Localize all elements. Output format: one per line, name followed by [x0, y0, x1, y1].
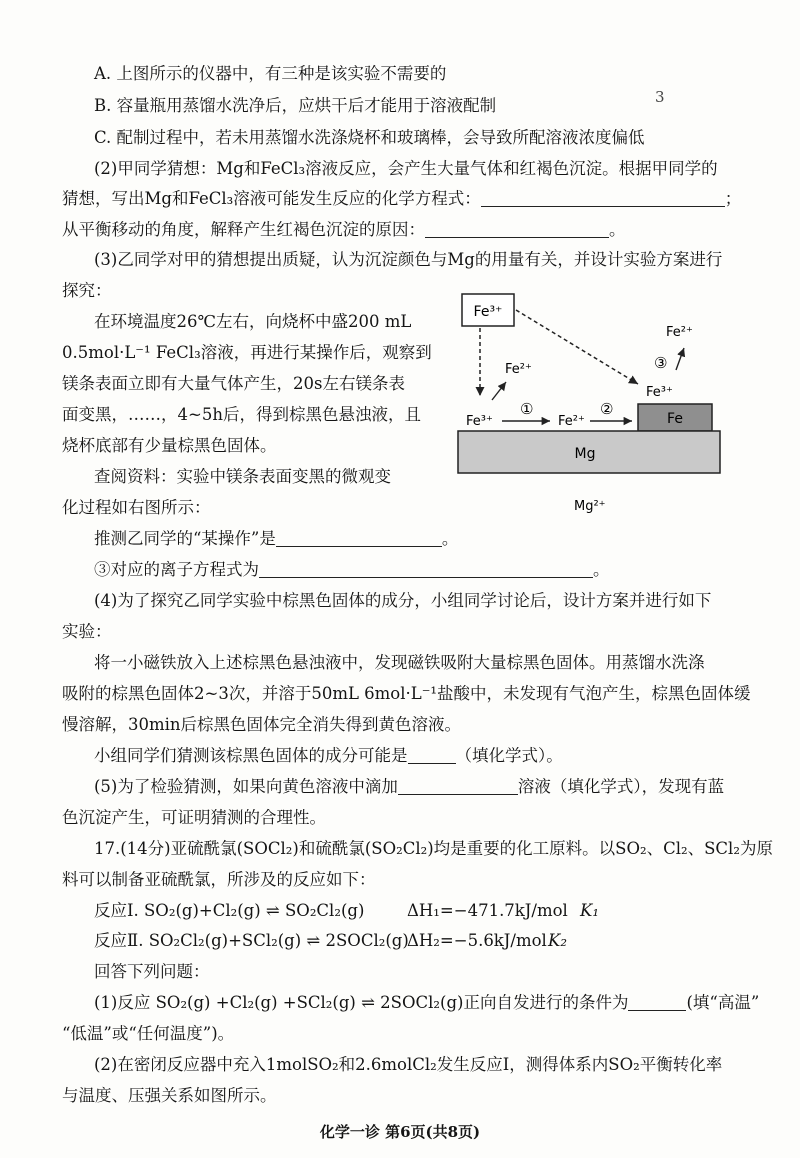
q2-line2 — [62, 187, 741, 211]
q5-line1-end: 溶液（填化学式），发现有蓝 — [517, 777, 725, 796]
q4-line6-text: 小组同学们猜测该棕黑色固体的成分可能是 — [94, 746, 408, 765]
q3-line10-text: 推测乙同学的“某操作”是 — [94, 529, 276, 548]
page-footer: 化学一诊 第6页(共8页) — [319, 1123, 481, 1141]
answer-blank-equation[interactable] — [481, 188, 725, 207]
q4-line6-end: （填化学式）。 — [455, 746, 563, 765]
q17-line4-text: (1)反应 SO₂(g) +Cl₂(g) +SCl₂(g) ⇌ 2SOCl₂(g)正向自发进行的条件为 — [94, 993, 629, 1012]
q3-line6: 面变黑，……，4~5h后，得到棕黑色悬浊液，且 — [62, 405, 421, 424]
q17-line4-end: (填“高温” — [686, 993, 760, 1012]
q17-line6: (2)在密闭反应器中充入1molSO₂和2.6molCl₂发生反应Ⅰ，测得体系内SO₂平衡转化率 — [94, 1055, 723, 1074]
fe2-mid-label: Fe²⁺ — [558, 414, 585, 429]
q3-line7: 烧杯底部有少量棕黑色固体。 — [62, 436, 277, 455]
q3-line11 — [94, 558, 610, 582]
fe3-bottom-label: Fe³⁺ — [466, 414, 493, 429]
fe2-top-label: Fe²⁺ — [666, 325, 693, 340]
q3-line11-end: 。 — [593, 560, 610, 579]
fe-block-label: Fe — [667, 411, 683, 427]
arrow-step3 — [676, 348, 684, 370]
reaction-2: 反应Ⅱ. SO₂Cl₂(g)+SCl₂(g) ⇌ 2SOCl₂(g) — [94, 931, 409, 950]
reaction-2-k: K₂ — [548, 931, 567, 950]
q3-line1: (3)乙同学对甲的猜想提出质疑，认为沉淀颜色与Mg的用量有关，并设计实验方案进行 — [94, 250, 723, 269]
reaction-1-k: K₁ — [580, 901, 599, 920]
q3-line4: 0.5mol·L⁻¹ FeCl₃溶液，再进行某操作后，观察到 — [62, 343, 432, 362]
q2-line3 — [62, 218, 626, 242]
q5-line2: 色沉淀产生，可证明猜测的合理性。 — [62, 808, 326, 827]
step2-label: ② — [600, 400, 614, 418]
q4-line6 — [94, 744, 563, 768]
q2-line1: (2)甲同学猜想：Mg和FeCl₃溶液反应，会产生大量气体和红褐色沉淀。根据甲同学的 — [94, 159, 718, 178]
fe2-left-label: Fe²⁺ — [505, 362, 532, 377]
answer-blank-formula[interactable] — [408, 745, 456, 764]
answer-blank-operation[interactable] — [276, 528, 442, 547]
q3-line8: 查阅资料：实验中镁条表面变黑的微观变 — [94, 467, 391, 486]
fe3-right-label: Fe³⁺ — [646, 385, 673, 400]
q4-line2: 实验： — [62, 622, 112, 641]
q4-line5: 慢溶解，30min后棕黑色固体完全消失得到黄色溶液。 — [62, 715, 462, 734]
step3-label: ③ — [654, 354, 668, 372]
q2-line3-text: 从平衡移动的角度，解释产生红褐色沉淀的原因： — [62, 220, 425, 239]
q2-line2-end: ； — [724, 189, 742, 208]
q3-line10-end: 。 — [441, 529, 459, 548]
q17-line7: 与温度、压强关系如图所示。 — [62, 1086, 277, 1105]
option-c: C. 配制过程中，若未用蒸馏水洗涤烧杯和玻璃棒，会导致所配溶液浓度偏低 — [94, 128, 645, 147]
mg2-label: Mg²⁺ — [574, 499, 606, 514]
q2-line3-end: 。 — [609, 220, 626, 239]
q3-line2: 探究： — [62, 281, 112, 300]
answer-blank-ionic-equation[interactable] — [259, 559, 593, 578]
q17-line1: 17.(14分)亚硫酰氯(SOCl₂)和硫酰氯(SO₂Cl₂)均是重要的化工原料。以SO₂、Cl₂、SCl₂为原 — [94, 839, 773, 858]
q17-line3: 回答下列问题： — [94, 962, 210, 981]
mg-block-label: Mg — [574, 446, 596, 462]
q17-line5: “低温”或“任何温度”)。 — [62, 1024, 235, 1043]
q3-line3: 在环境温度26℃左右，向烧杯中盛200 mL — [94, 312, 412, 331]
reaction-1-enthalpy: ΔH₁=−471.7kJ/mol — [407, 901, 568, 920]
q4-line1: (4)为了探究乙同学实验中棕黑色固体的成分，小组同学讨论后，设计方案并进行如下 — [94, 591, 712, 610]
q17-line2: 料可以制备亚硫酰氯，所涉及的反应如下： — [62, 870, 376, 889]
q5-line1-text: (5)为了检验猜测，如果向黄色溶液中滴加 — [94, 777, 398, 796]
reaction-1: 反应Ⅰ. SO₂(g)+Cl₂(g) ⇌ SO₂Cl₂(g) — [94, 901, 365, 920]
q4-line3: 将一小磁铁放入上述棕黑色悬浊液中，发现磁铁吸附大量棕黑色固体。用蒸馏水洗涤 — [94, 653, 705, 672]
margin-mark: 3 — [655, 88, 665, 106]
q3-line5: 镁条表面立即有大量气体产生，20s左右镁条表 — [62, 374, 405, 393]
q3-line11-text: ③对应的离子方程式为 — [94, 560, 259, 579]
q5-line1 — [94, 775, 724, 799]
answer-blank-reason[interactable] — [425, 219, 609, 238]
q2-line2-text: 猜想，写出Mg和FeCl₃溶液可能发生反应的化学方程式： — [62, 189, 481, 208]
dashed-arrow-diagonal — [516, 310, 638, 384]
option-b: B. 容量瓶用蒸馏水洗净后，应烘干后才能用于溶液配制 — [94, 96, 497, 115]
fe3-box-label: Fe³⁺ — [473, 304, 503, 320]
q4-line4: 吸附的棕黑色固体2~3次，并溶于50mL 6mol·L⁻¹盐酸中，未发现有气泡产生，棕黑色固体缓 — [62, 684, 751, 703]
mg-surface-diagram — [450, 288, 730, 528]
answer-blank-condition[interactable] — [628, 992, 686, 1011]
answer-blank-reagent[interactable] — [398, 776, 518, 795]
q3-line10 — [94, 527, 458, 551]
q17-line4 — [94, 991, 759, 1015]
reaction-2-enthalpy: ΔH₂=−5.6kJ/mol — [407, 931, 547, 950]
arrow-fe2-up — [492, 382, 506, 400]
q3-line9: 化过程如右图所示： — [62, 498, 211, 517]
step1-label: ① — [520, 400, 534, 418]
option-a: A. 上图所示的仪器中，有三种是该实验不需要的 — [94, 64, 447, 83]
